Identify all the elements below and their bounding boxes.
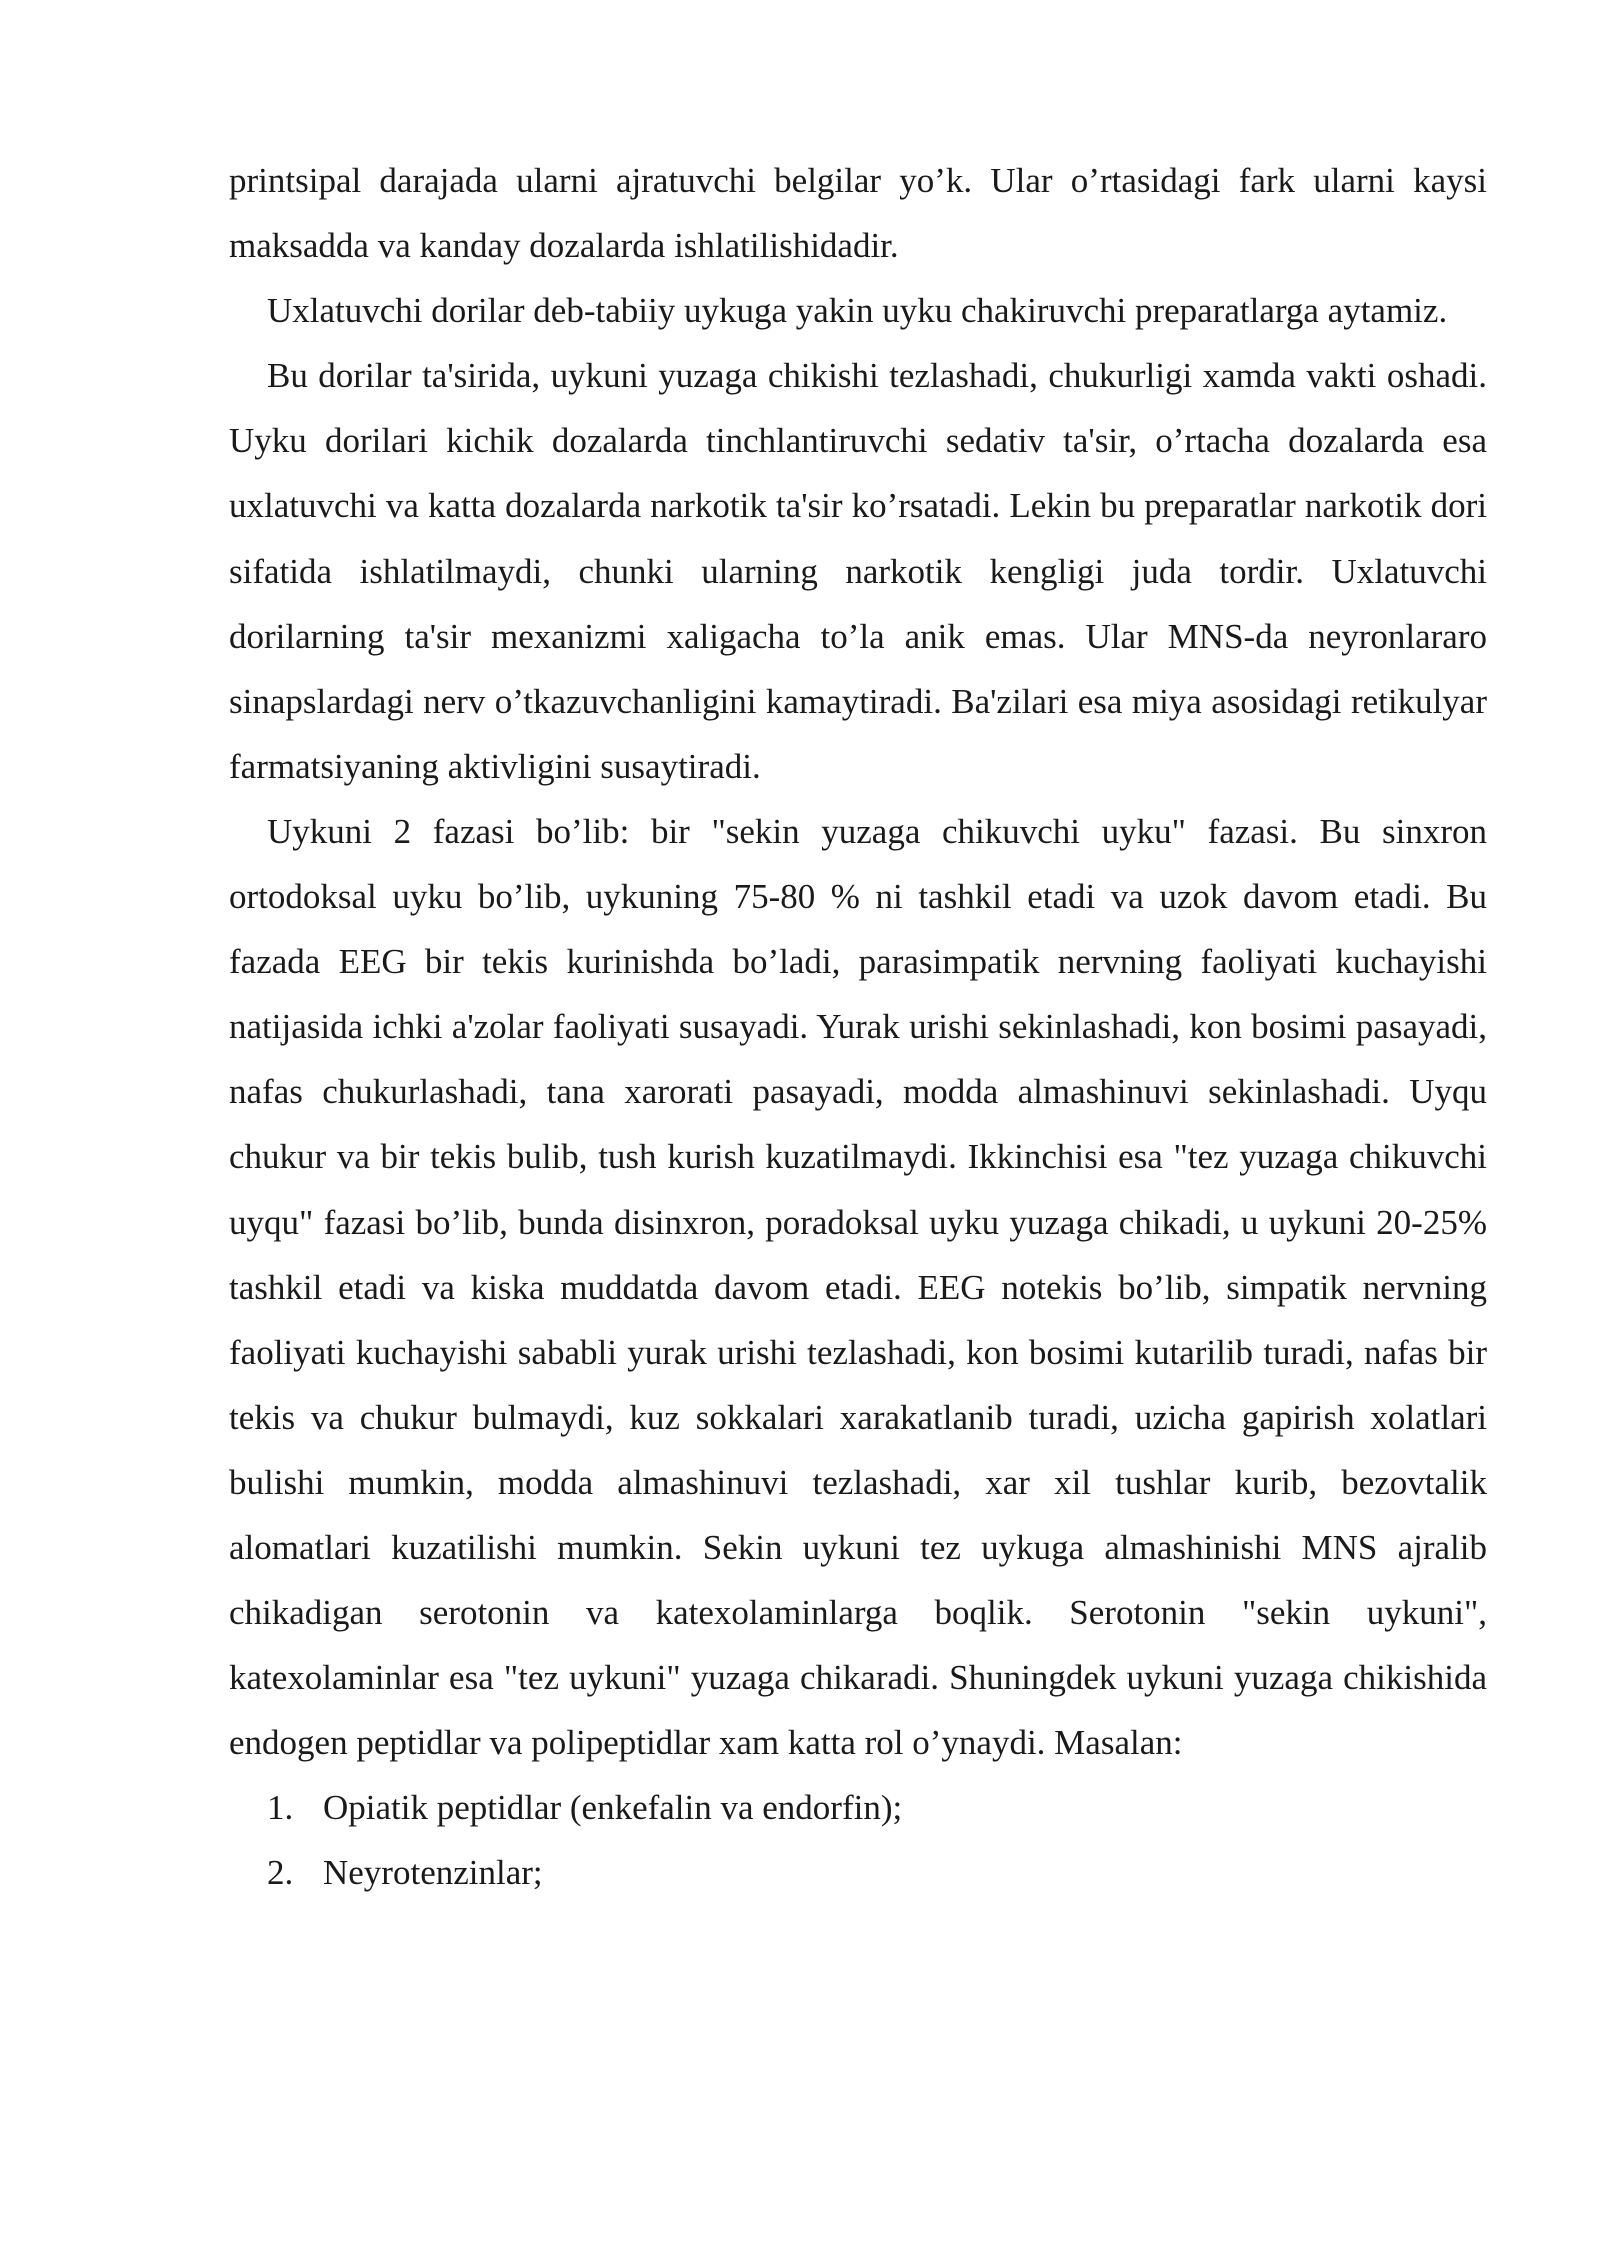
list-item — [229, 1840, 1487, 1905]
paragraph-intro: printsipal darajada ularni ajratuvchi belgilar yo’k. Ular o’rtasidagi fark ularni kaysi maksadda va kanday dozalarda ishlatilishidadir. — [229, 161, 1487, 266]
list-item-text: Neyrotenzinlar; — [323, 1853, 543, 1893]
list-item-number: 1. — [267, 1788, 294, 1828]
peptide-list — [229, 1775, 1487, 1905]
paragraph-hypnotics-definition: Uxlatuvchi dorilar deb-tabiiy uykuga yakin uyku chakiruvchi preparatlarga aytamiz. — [267, 291, 1448, 331]
paragraph-hypnotics-effects: Bu dorilar ta'sirida, uykuni yuzaga chikishi tezlashadi, chukurligi xamda vakti oshadi. Uyku dorilari kichik dozalarda tinchlantiruvchi sedativ ta'sir, o’rtacha dozalarda esa uxlatuvchi va katta dozalarda narkotik ta'sir ko’rsatadi. Lekin bu preparatlar narkotik dori sifatida ishlatilmaydi, chunki ularning narkotik kengligi juda tordir. Uxlatuvchi dorilarning ta'sir mexanizmi xaligacha to’la anik emas. Ular MNS-da neyronlararo sinapslardagi nerv o’tkazuvchanligini kamaytiradi. Ba'zilari esa miya asosidagi retikulyar farmatsiyaning aktivligini susaytiradi. — [229, 356, 1487, 786]
paragraph-sleep-phases: Uykuni 2 fazasi bo’lib: bir "sekin yuzaga chikuvchi uyku" fazasi. Bu sinxron ortodoksal uyku bo’lib, uykuning 75-80 % ni tashkil etadi va uzok davom etadi. Bu fazada EEG bir tekis kurinishda bo’ladi, parasimpatik nervning faoliyati kuchayishi natijasida ichki a'zolar faoliyati susayadi. Yurak urishi sekinlashadi, kon bosimi pasayadi, nafas chukurlashadi, tana xarorati pasayadi, modda almashinuvi sekinlashadi. Uyqu chukur va bir tekis bulib, tush kurish kuzatilmaydi. Ikkinchisi esa "tez yuzaga chikuvchi uyqu" fazasi bo’lib, bunda disinxron, poradoksal uyku yuzaga chikadi, u uykuni 20-25% tashkil etadi va kiska muddatda davom etadi. EEG notekis bo’lib, simpatik nervning faoliyati kuchayishi sababli yurak urishi tezlashadi, kon bosimi kutarilib turadi, nafas bir tekis va chukur bulmaydi, kuz sokkalari xarakatlanib turadi, uzicha gapirish xolatlari bulishi mumkin, modda almashinuvi tezlashadi, xar xil tushlar kurib, bezovtalik alomatlari kuzatilishi mumkin. Sekin uykuni tez uykuga almashinishi MNS ajralib chikadigan serotonin va katexolaminlarga boqlik. Serotonin "sekin uykuni", katexolaminlar esa "tez uykuni" yuzaga chikaradi. Shuningdek uykuni yuzaga chikishida endogen peptidlar va polipeptidlar xam katta rol o’ynaydi. Masalan: — [229, 811, 1487, 1763]
list-item — [229, 1775, 1487, 1840]
list-item-text: Opiatik peptidlar (enkefalin va endorfin); — [323, 1788, 903, 1828]
list-item-number: 2. — [267, 1853, 294, 1893]
document-page — [229, 148, 1487, 1906]
